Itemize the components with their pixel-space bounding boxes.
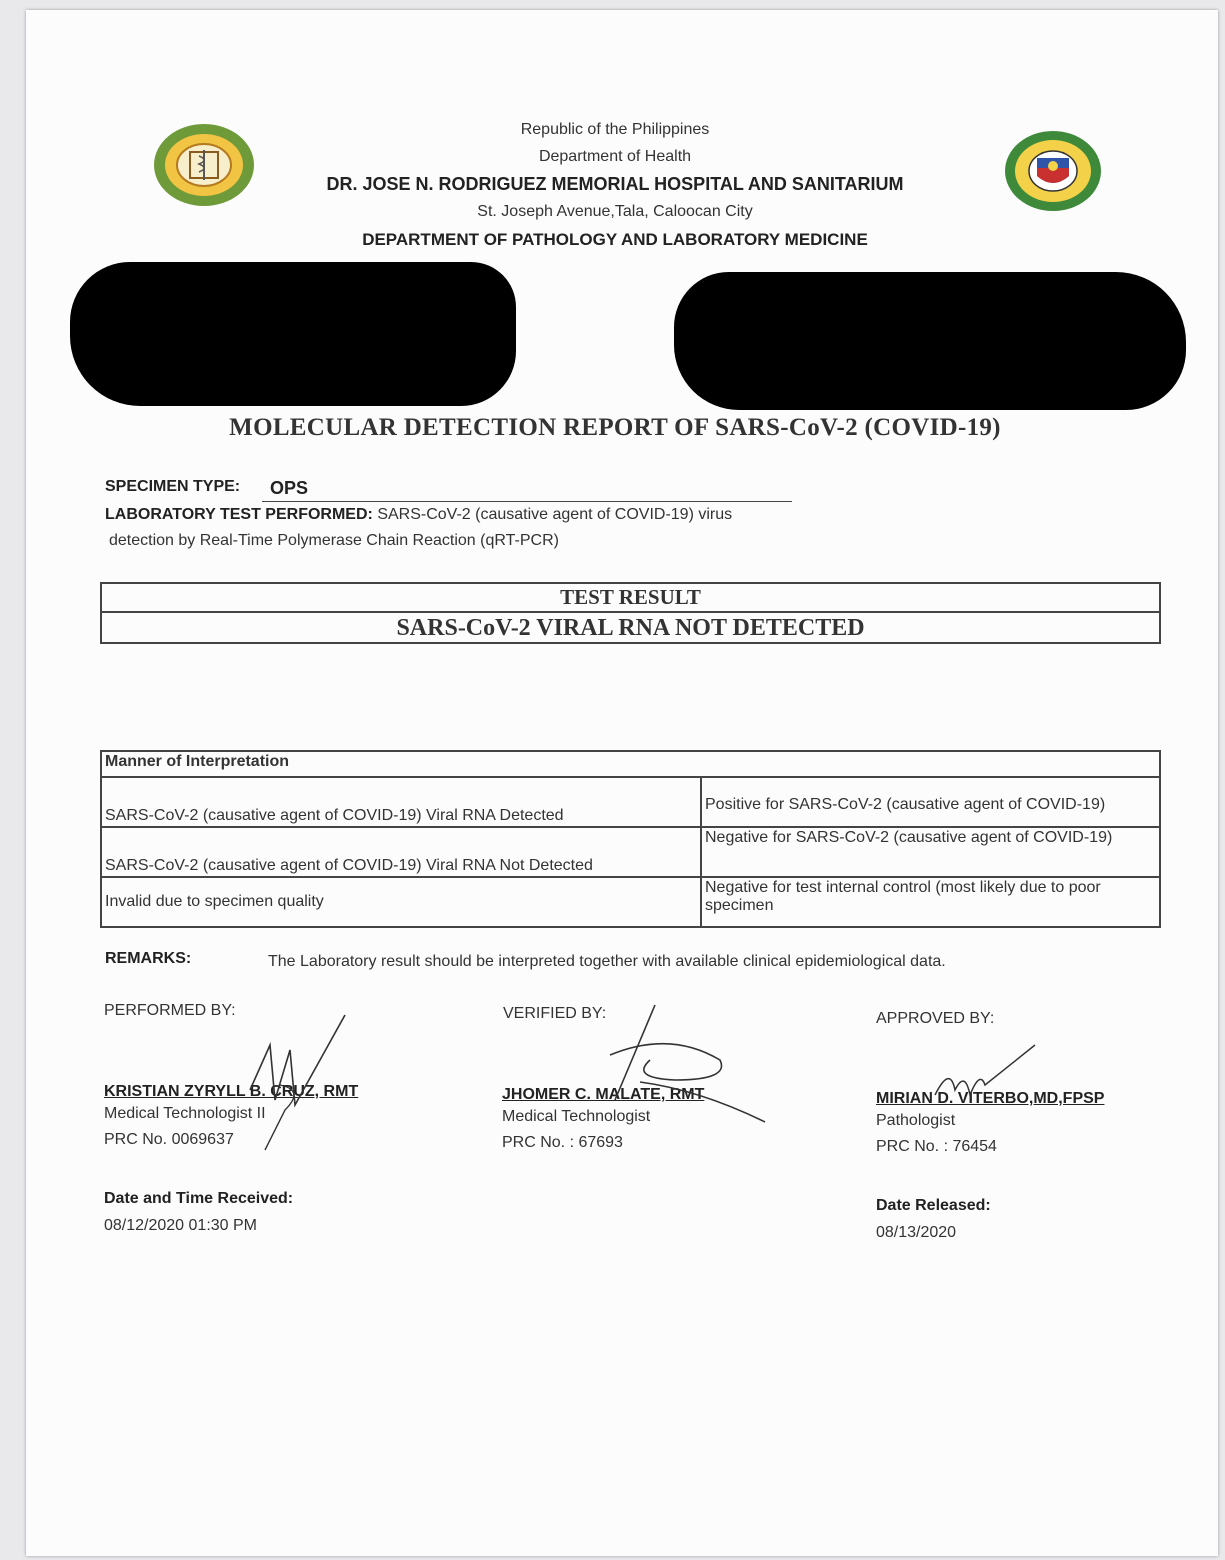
interpretation-cell-right: Negative for SARS-CoV-2 (causative agent of COVID-19) [701,827,1160,877]
verified-by-label: VERIFIED BY: [503,1005,607,1022]
test-result-value: SARS-CoV-2 VIRAL RNA NOT DETECTED [396,615,865,641]
signatory-name: KRISTIAN ZYRYLL B. CRUZ, RMT [104,1083,359,1100]
report-title: MOLECULAR DETECTION REPORT OF SARS-CoV-2 (COVID-19) [229,414,1001,441]
test-performed [105,506,732,524]
header-country: Republic of the Philippines [520,121,710,138]
table-row [101,827,1160,877]
date-released-label: Date Released: [876,1197,991,1214]
test-performed-label: LABORATORY TEST PERFORMED: [105,506,373,523]
table-row [101,877,1160,927]
test-result-heading: TEST RESULT [102,584,1159,613]
signatory-title: Medical Technologist II [104,1105,266,1122]
table-row [101,751,1160,777]
header-lab-department: DEPARTMENT OF PATHOLOGY AND LABORATORY MEDICINE [362,230,868,249]
specimen-type-value: OPS [270,478,309,498]
signature-approved-icon [925,1040,1045,1110]
table-row [101,777,1160,827]
doh-seal-icon [1003,128,1107,214]
interpretation-heading: Manner of Interpretation [101,751,1160,777]
signatory-name: MIRIAN D. VITERBO,MD,FPSP [876,1090,1105,1107]
redaction-left [70,262,516,406]
signatory-prc: PRC No. : 67693 [502,1134,623,1151]
date-received-value: 08/12/2020 01:30 PM [104,1217,258,1234]
interpretation-table [100,750,1161,928]
interpretation-cell-left: SARS-CoV-2 (causative agent of COVID-19) Viral RNA Not Detected [101,827,701,877]
date-released-value: 08/13/2020 [876,1224,957,1241]
interpretation-cell-left: Invalid due to specimen quality [101,877,701,927]
header-address: St. Joseph Avenue,Tala, Caloocan City [477,203,753,220]
header-department: Department of Health [538,148,692,165]
signature-verified-icon [580,1000,780,1130]
performed-by-label: PERFORMED BY: [104,1002,236,1019]
test-performed-value-cont: detection by Real-Time Polymerase Chain Reaction (qRT-PCR) [109,532,559,549]
signatory-name: JHOMER C. MALATE, RMT [502,1086,705,1103]
signatory-prc: PRC No. 0069637 [104,1131,234,1148]
redaction-right [674,272,1186,410]
signatory-title: Pathologist [876,1112,956,1129]
specimen-underline [262,501,792,502]
interpretation-cell-right: Positive for SARS-CoV-2 (causative agent of COVID-19) [701,777,1160,827]
signatory-prc: PRC No. : 76454 [876,1138,997,1155]
approved-by-label: APPROVED BY: [876,1010,995,1027]
date-received-label: Date and Time Received: [104,1190,294,1207]
remarks-text: The Laboratory result should be interpreted together with available clinical epidemiological data. [268,953,946,970]
remarks-label: REMARKS: [105,950,192,967]
interpretation-cell-left: SARS-CoV-2 (causative agent of COVID-19) Viral RNA Detected [101,777,701,827]
signature-performed-icon [195,1010,355,1160]
signatory-title: Medical Technologist [502,1108,651,1125]
interpretation-cell-right: Negative for test internal control (most likely due to poor specimen [701,877,1160,927]
test-performed-value: SARS-CoV-2 (causative agent of COVID-19) virus [377,506,733,523]
test-result-box [100,582,1161,644]
specimen-type-label: SPECIMEN TYPE: [105,478,241,495]
header-hospital: DR. JOSE N. RODRIGUEZ MEMORIAL HOSPITAL AND SANITARIUM [326,174,904,194]
